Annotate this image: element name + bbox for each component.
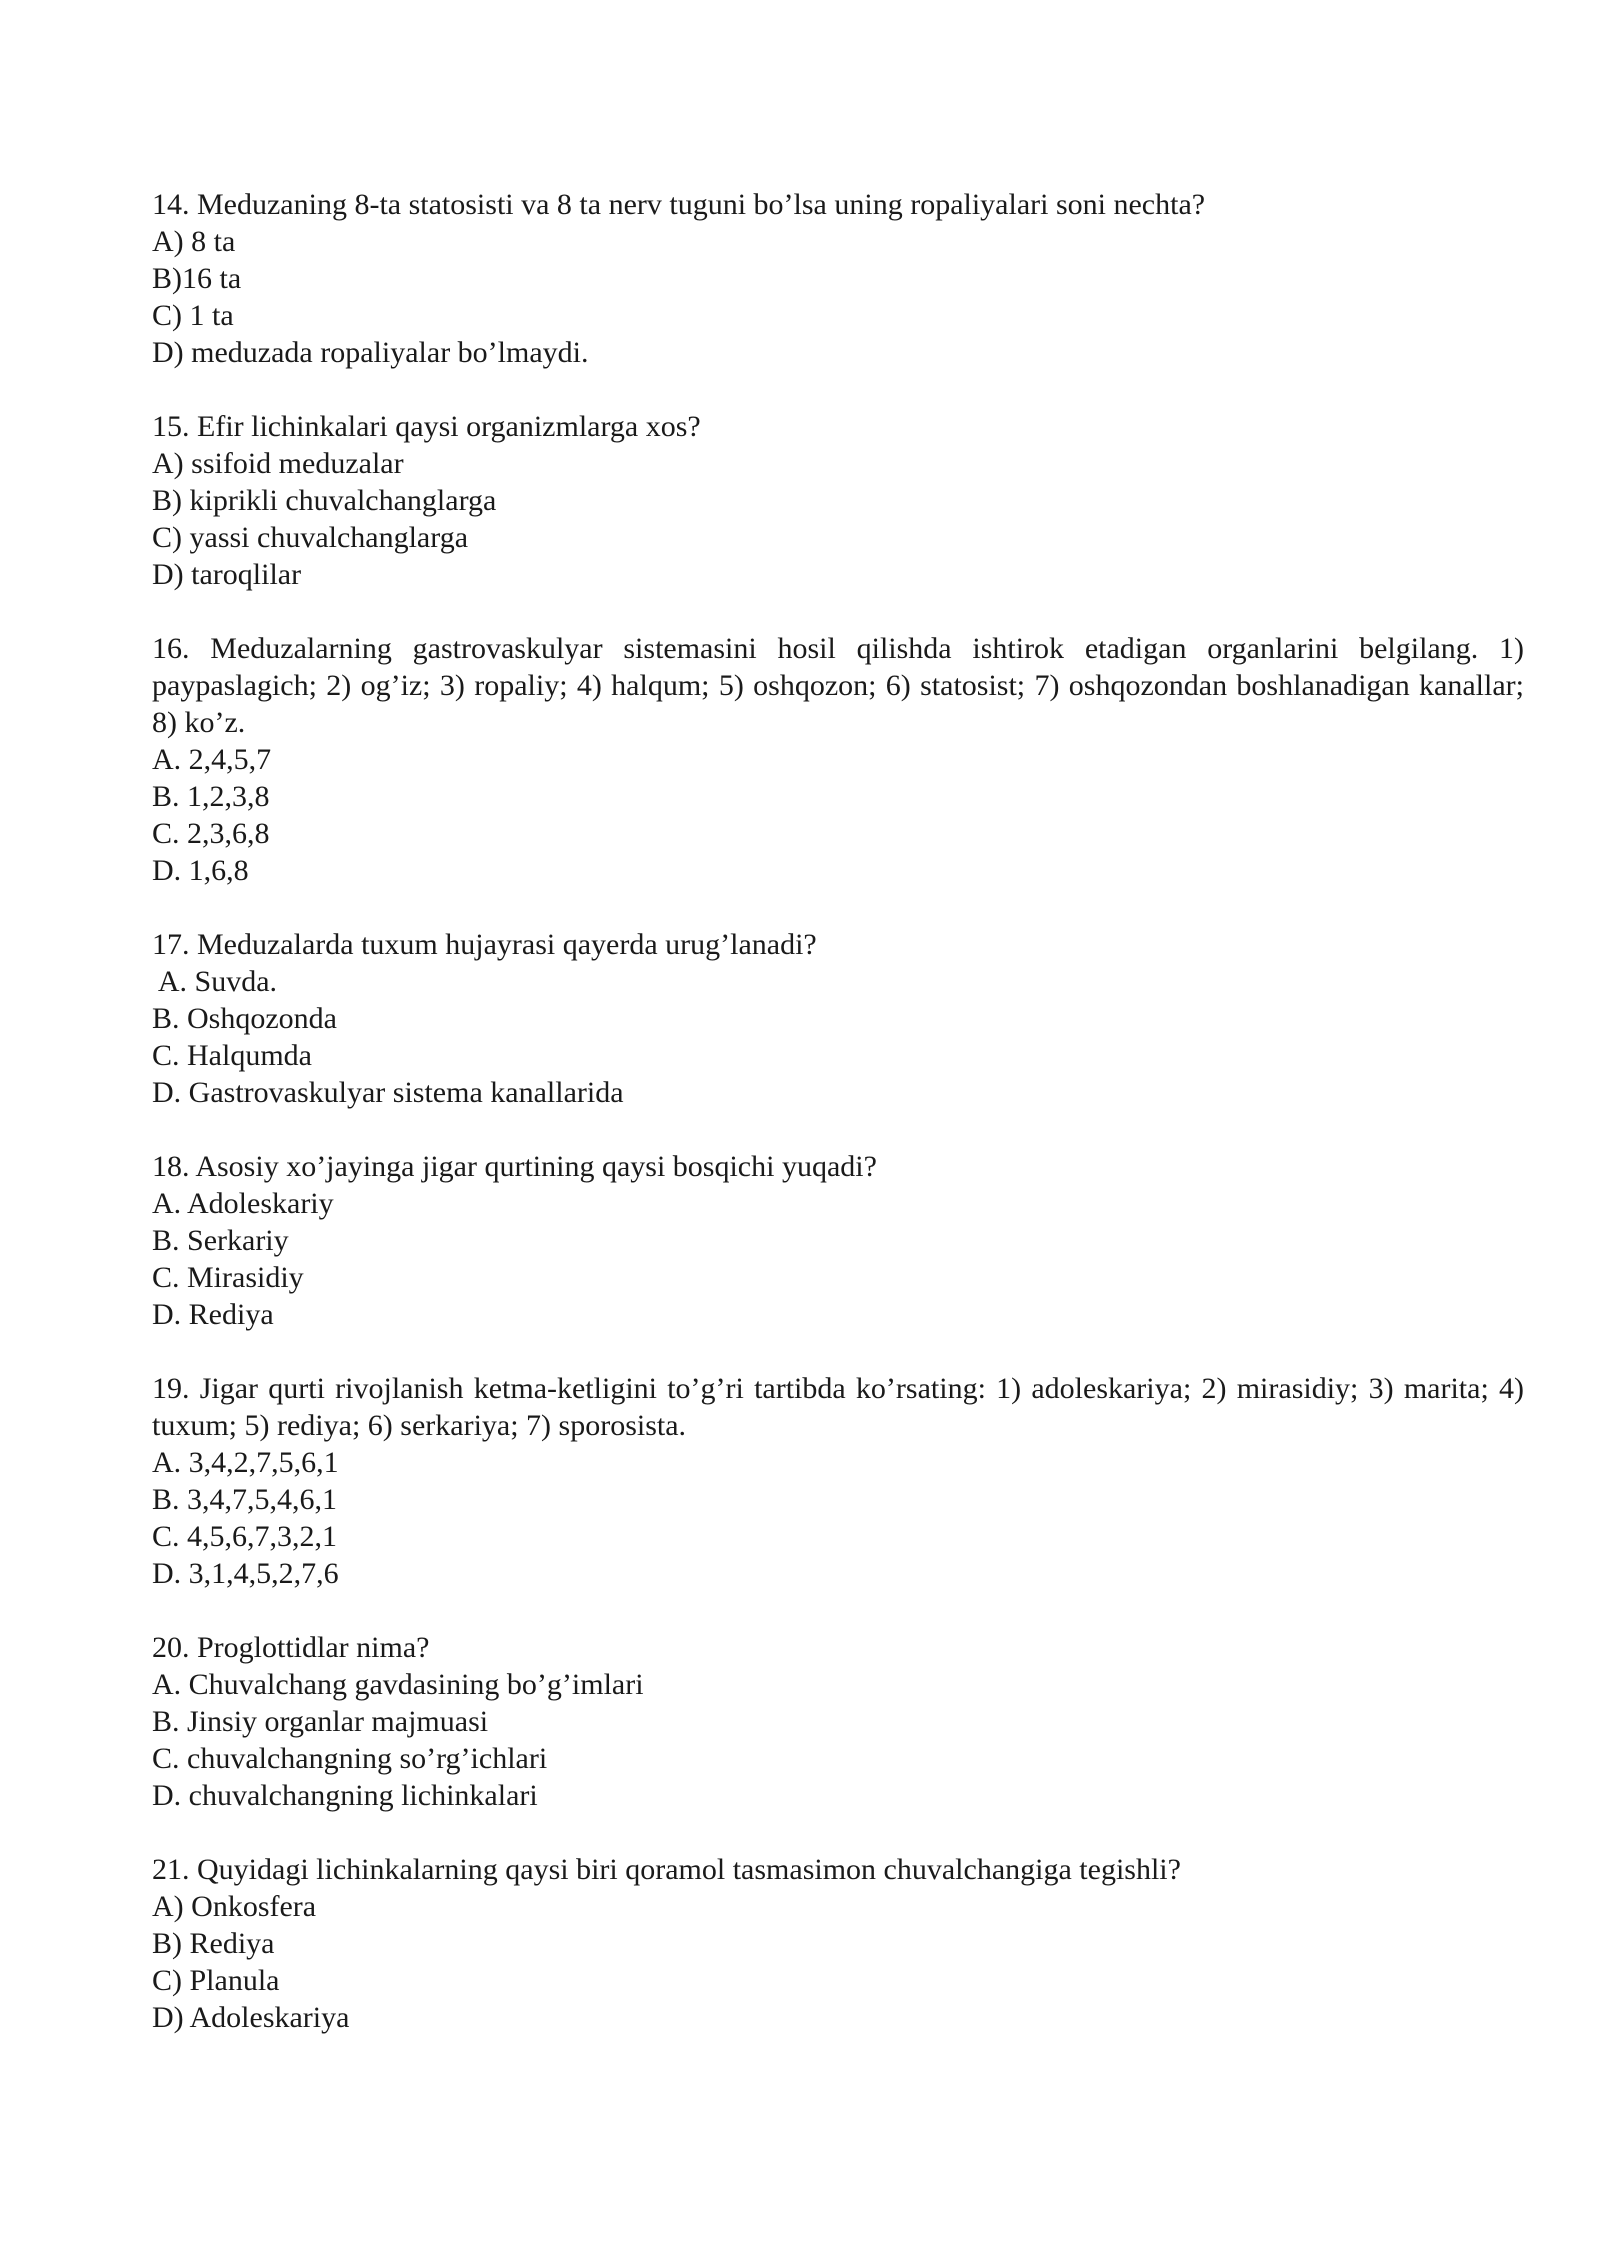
answer-option-a: A) 8 ta — [152, 225, 236, 258]
answer-option-d: D. 3,1,4,5,2,7,6 — [152, 1557, 339, 1590]
answer-option-b: B) Rediya — [152, 1927, 275, 1960]
question-text: 16. Meduzalarning gastrovaskulyar sistemasini hosil qilishda ishtirok etadigan organlarini belgilang. 1) paypaslagich; 2) og’iz; 3) ropaliy; 4) halqum; 5) oshqozon; 6) statosist; 7) oshqozondan boshlanadigan kanallar; 8) ko’z. — [152, 632, 1524, 739]
question-text: 19. Jigar qurti rivojlanish ketma-ketligini to’g’ri tartibda ko’rsating: 1) adoleskariya; 2) mirasidiy; 3) marita; 4) tuxum; 5) rediya; 6) serkariya; 7) sporosista. — [152, 1372, 1524, 1442]
answer-option-c: C. chuvalchangning so’rg’ichlari — [152, 1742, 548, 1775]
answer-option-b: B. Serkariy — [152, 1224, 289, 1257]
answer-option-d: D) meduzada ropaliyalar bo’lmaydi. — [152, 336, 589, 369]
answer-option-b: B) kiprikli chuvalchanglarga — [152, 484, 497, 517]
answer-option-b: B)16 ta — [152, 262, 242, 295]
answer-option-d: D. Gastrovaskulyar sistema kanallarida — [152, 1076, 624, 1109]
question-text: 17. Meduzalarda tuxum hujayrasi qayerda urug’lanadi? — [152, 928, 817, 961]
answer-option-a: A. Suvda. — [152, 965, 278, 998]
answer-option-d: D. chuvalchangning lichinkalari — [152, 1779, 538, 1812]
question-21 — [152, 1851, 1524, 2036]
answer-option-d: D. 1,6,8 — [152, 854, 249, 887]
answer-option-a: A) ssifoid meduzalar — [152, 447, 404, 480]
question-text: 15. Efir lichinkalari qaysi organizmlarga xos? — [152, 410, 701, 443]
answer-option-c: C. Halqumda — [152, 1039, 312, 1072]
answer-option-a: A. 2,4,5,7 — [152, 743, 272, 776]
question-15 — [152, 408, 1524, 593]
answer-option-d: D) taroqlilar — [152, 558, 302, 591]
question-17 — [152, 926, 1524, 1111]
answer-option-c: C. Mirasidiy — [152, 1261, 304, 1294]
answer-option-d: D) Adoleskariya — [152, 2001, 350, 2034]
question-14 — [152, 186, 1524, 371]
question-text: 18. Asosiy xo’jayinga jigar qurtining qaysi bosqichi yuqadi? — [152, 1150, 877, 1183]
answer-option-a: A) Onkosfera — [152, 1890, 317, 1923]
answer-option-b: B. 3,4,7,5,4,6,1 — [152, 1483, 338, 1516]
answer-option-b: B. Oshqozonda — [152, 1002, 337, 1035]
answer-option-b: B. 1,2,3,8 — [152, 780, 270, 813]
question-20 — [152, 1629, 1524, 1814]
answer-option-a: A. Adoleskariy — [152, 1187, 334, 1220]
question-text: 20. Proglottidlar nima? — [152, 1631, 430, 1664]
question-18 — [152, 1148, 1524, 1333]
answer-option-c: C. 4,5,6,7,3,2,1 — [152, 1520, 338, 1553]
answer-option-b: B. Jinsiy organlar majmuasi — [152, 1705, 489, 1738]
answer-option-a: A. Chuvalchang gavdasining bo’g’imlari — [152, 1668, 644, 1701]
question-text: 14. Meduzaning 8-ta statosisti va 8 ta nerv tuguni bo’lsa uning ropaliyalari soni nechta? — [152, 188, 1206, 221]
answer-option-c: C) Planula — [152, 1964, 280, 1997]
answer-option-c: C. 2,3,6,8 — [152, 817, 270, 850]
answer-option-a: A. 3,4,2,7,5,6,1 — [152, 1446, 339, 1479]
document-page — [152, 186, 1524, 2073]
answer-option-c: C) yassi chuvalchanglarga — [152, 521, 469, 554]
answer-option-d: D. Rediya — [152, 1298, 274, 1331]
answer-option-c: C) 1 ta — [152, 299, 234, 332]
question-19 — [152, 1370, 1524, 1592]
question-16 — [152, 630, 1524, 889]
question-text: 21. Quyidagi lichinkalarning qaysi biri qoramol tasmasimon chuvalchangiga tegishli? — [152, 1853, 1181, 1886]
